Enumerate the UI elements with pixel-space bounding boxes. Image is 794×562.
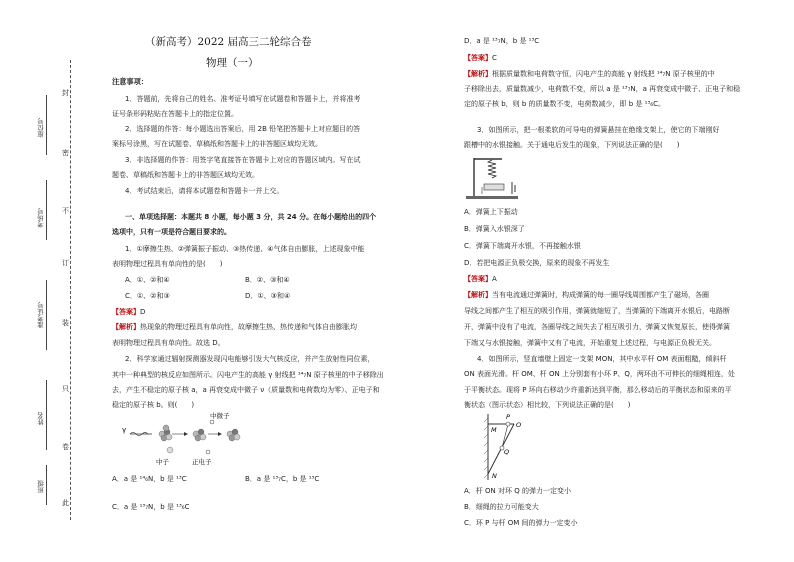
support-frame-diagram (480, 410, 540, 482)
nucleus-1 (159, 425, 172, 441)
room-field-label: 考场号 (37, 208, 45, 228)
question-stem: 3．如图所示，把一根柔软的可导电的弹簧悬挂在绝缘支架上，使它的下端刚好 (477, 126, 720, 134)
binding-char: 装 (62, 319, 69, 327)
analysis-text: 根据质量数和电荷数守恒，闪电产生的高能 γ 射线把 ¹⁴₇N 原子核里的中 (492, 70, 715, 78)
rope (502, 424, 508, 448)
positron-particle (206, 450, 210, 454)
question-stem: ON 表面光滑。杆 OM、杆 ON 上分别套有小环 P、Q，两环由不可伸长的细绳相连，处 (464, 370, 735, 378)
analysis-line (464, 288, 709, 302)
answer-line (464, 272, 497, 286)
section-heading-line1: 一、单项选择题：本题共 8 小题，每小题 3 分，共 24 分。在每小题给出的四个 (125, 213, 377, 221)
question-stem: 衡状态（图示状态）相比较，下列说法正确的是( ) (464, 401, 631, 409)
option-c: C．a 是 ¹³₇N，b 是 ¹³₆C (112, 503, 190, 511)
question-stem: 跟槽中的水银接触。关于通电后发生的现象，下列说法正确的是( ) (464, 141, 680, 149)
label-o: O (516, 421, 522, 429)
room-field-line (46, 180, 47, 240)
notice-line: 证号条形码粘贴在答题卡上的指定位置。 (112, 110, 238, 118)
notice-line: 2．选择题的作答：每小题选出答案后，用 2B 铅笔把答题卡上对应题目的答 (125, 125, 361, 133)
stand-base (466, 196, 518, 199)
analysis-text: 导线之间都产生了相互的吸引作用，弹簧就缩短了，当弹簧的下端离开水银后，电路断 (464, 307, 730, 315)
option-d: D．①、③和④ (245, 292, 291, 300)
binding-char: 卷 (62, 443, 69, 451)
analysis-text: 定的原子核 b，则 b 的质量数不变，电荷数减少，即 b 是 ¹³₆C。 (464, 100, 665, 108)
class-field-label: 班级 (37, 480, 45, 493)
answer-line (112, 305, 145, 319)
analysis-tag: 【解析】 (112, 323, 140, 331)
page-title: （新高考）2022 届高三二轮综合卷 (145, 36, 312, 48)
positron-label: 正电子 (192, 458, 212, 466)
binding-char: 订 (62, 259, 69, 267)
binding-char: 不 (62, 207, 69, 215)
option-a: A．①、②和④ (125, 276, 170, 284)
mercury-trough (484, 184, 504, 190)
analysis-text: 当有电流通过弹簧时，构成弹簧的每一圈导线周围都产生了磁场，各圈 (492, 291, 709, 299)
question-stem: 表明物理过程具有单向性的是( ) (112, 260, 223, 268)
analysis-line (112, 320, 357, 334)
analysis-tag: 【解析】 (464, 291, 492, 299)
binding-line (70, 60, 71, 520)
answer-tag: 【答案】 (464, 275, 492, 283)
option-b: B．②、③和④ (245, 276, 290, 284)
nucleus-3 (227, 429, 240, 441)
option-c: C．弹簧下端离开水银，不再接触水银 (464, 242, 581, 250)
page-subtitle: 物理（一） (206, 57, 259, 69)
notice-line: 1．答题前，先将自己的姓名、准考证号填写在试题卷和答题卡上，并将准考 (125, 95, 361, 103)
analysis-text: 开，弹簧中没有了电流，各圈导线之间失去了相互吸引力，弹簧又恢复原长，使得弹簧 (464, 323, 730, 331)
option-b: B．a 是 ¹³₇C，b 是 ¹³C (245, 475, 320, 483)
question-stem: 2．科学家通过辐射探测器发现闪电能够引发大气核反应，并产生放射性同位素， (125, 355, 375, 363)
ring-p (506, 422, 510, 426)
neutron-label: 中子 (156, 458, 169, 466)
analysis-text: 表明物理过程具有单向性。故选 D。 (112, 339, 225, 347)
answer-tag: 【答案】 (464, 54, 492, 62)
name-field-line (46, 380, 47, 450)
option-a: A．弹簧上下振动 (464, 208, 518, 216)
binding-char: 密 (62, 149, 69, 157)
binding-char: 封 (62, 89, 69, 97)
section-heading-line2: 选项中，只有一项是符合题目要求的。 (112, 228, 231, 236)
nuclear-reaction-diagram (122, 412, 252, 472)
option-a: A．a 是 ¹⁴₆N，b 是 ¹³C (112, 475, 187, 483)
answer-value: D (140, 308, 146, 316)
neutrino-particle (210, 420, 214, 424)
option-d: D．若把电源正负极交换，原来的现象不再发生 (464, 259, 610, 267)
name-field-label: 姓名 (37, 412, 45, 425)
wall-hatching (484, 418, 488, 478)
option-b: B．细绳的拉力可能变大 (464, 503, 539, 511)
seat-field-line (46, 95, 47, 155)
spring (488, 160, 496, 178)
question-stem: 稳定的原子核 b。则( ) (112, 401, 195, 409)
answer-tag: 【答案】 (112, 308, 140, 316)
option-d: D．a 是 ¹³₇N，b 是 ¹³C (464, 37, 540, 45)
binding-char: 只 (62, 385, 69, 393)
option-c: C．①、②和③ (125, 292, 170, 300)
nucleus-2 (193, 429, 206, 441)
label-n: N (492, 472, 497, 480)
option-a: A．杆 ON 对环 Q 的弹力一定变小 (464, 487, 571, 495)
arrow-2-head (218, 432, 222, 436)
exam-id-field-label: 准考证号 (37, 302, 45, 328)
exam-id-field-line (46, 280, 47, 350)
analysis-text: 热现象的物理过程具有单向性，故摩擦生热、热传递和气体自由膨胀均 (140, 323, 357, 331)
answer-value: A (492, 275, 497, 283)
seat-field-label: 座位号 (37, 118, 45, 138)
option-b: B．弹簧入水银深了 (464, 225, 525, 233)
option-c: C．环 P 与杆 OM 间的弹力一定变小 (464, 519, 578, 527)
answer-value: C (492, 54, 497, 62)
binding-char: 此 (62, 499, 69, 507)
label-q: Q (504, 448, 510, 456)
analysis-line (464, 67, 715, 81)
arrow-1-head (184, 432, 188, 436)
notice-line: 3．非选择题的作答：用签字笔直接答在答题卡上对应的答题区域内。写在试 (125, 156, 361, 164)
neutron-particle (167, 447, 173, 453)
class-field-line (46, 465, 47, 505)
question-stem: 去，产生不稳定的原子核 a，a 再衰变成中微子 ν（质量数和电荷数均为零）、正电子和 (112, 386, 380, 394)
question-stem: 其中一种典型的核反应如图所示。闪电产生的高能 γ 射线把 ¹⁴₇N 原子核里的中子移除出 (112, 371, 384, 379)
analysis-tag: 【解析】 (464, 70, 492, 78)
label-p: P (506, 413, 510, 421)
analysis-text: 子移除出去，质量数减少，电荷数不变，所以 a 是 ¹³₇N，a 再衰变成中微子、正电子和稳 (464, 85, 741, 93)
spring-mercury-diagram (462, 154, 542, 204)
question-stem: 4．如图所示，竖直墙壁上固定一支架 MON，其中水平杆 OM 表面粗糙，倾斜杆 (477, 355, 727, 363)
gamma-label: γ (122, 426, 127, 434)
notice-line: 题卷、草稿纸和答题卡上的非答题区域均无效。 (112, 171, 259, 179)
question-stem: 于平衡状态。现将 P 环向右移动少许重新达到平衡，那么移动后的平衡状态和原来的平 (464, 386, 732, 394)
answer-line (464, 51, 497, 65)
notice-line: 4．考试结束后，请将本试题卷和答题卡一并上交。 (125, 187, 284, 195)
neutrino-label: 中微子 (210, 412, 230, 420)
notice-heading: 注意事项： (112, 77, 148, 86)
label-m: M (491, 426, 497, 434)
notice-line: 案标号涂黑，写在试题卷、草稿纸和答题卡上的非答题区域均无效。 (112, 140, 322, 148)
question-stem: 1．①摩擦生热、②弹簧振子振动、③热传递、④气体自由膨胀，上述现象中能 (125, 245, 365, 253)
analysis-text: 下端又与水银接触，弹簧中又有了电流，开始重复上述过程，与电源正负极无关。 (464, 339, 716, 347)
